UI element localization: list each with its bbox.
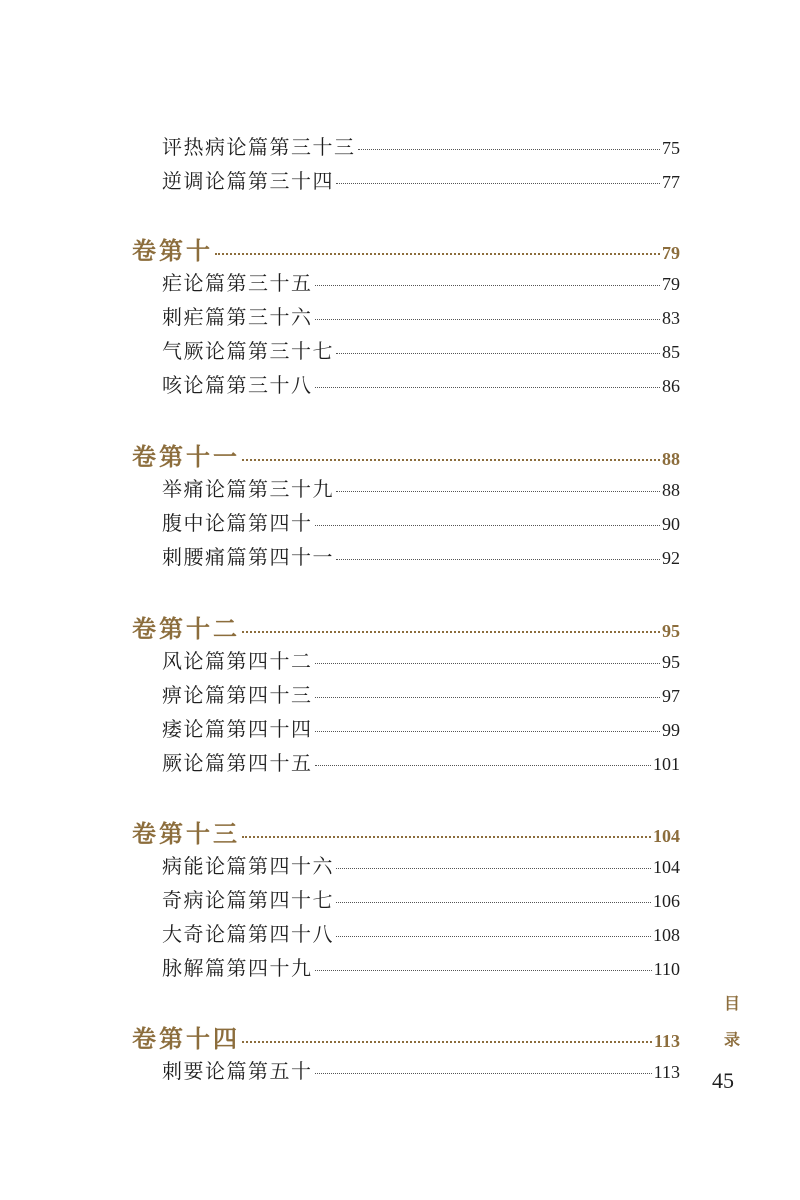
toc-entry-title: 疟论篇第三十五 — [162, 271, 313, 295]
dot-leader — [315, 970, 652, 971]
toc-entry-page: 106 — [653, 891, 680, 911]
toc-entry[interactable] — [162, 645, 680, 674]
toc-entry-page: 101 — [653, 754, 680, 774]
toc-entry[interactable] — [162, 267, 680, 296]
toc-entry-page: 97 — [662, 686, 680, 706]
toc-entry-title: 腹中论篇第四十 — [162, 511, 313, 535]
toc-entry[interactable] — [162, 131, 680, 160]
toc-entry-title: 大奇论篇第四十八 — [162, 922, 334, 946]
toc-entry[interactable] — [162, 713, 680, 742]
toc-entry-page: 99 — [662, 720, 680, 740]
dot-leader — [315, 731, 661, 732]
page-number: 45 — [712, 1068, 734, 1093]
toc-entry-title: 咳论篇第三十八 — [162, 373, 313, 397]
dot-leader — [336, 491, 660, 492]
dot-leader — [315, 697, 661, 698]
toc-entry[interactable] — [162, 1055, 680, 1084]
toc-chapter[interactable] — [132, 609, 680, 644]
toc-entry-title: 脉解篇第四十九 — [162, 956, 313, 980]
toc-entry-page: 85 — [662, 342, 680, 362]
dot-leader — [315, 765, 652, 766]
toc-chapter-title: 卷第十四 — [132, 1024, 240, 1053]
dot-leader — [242, 459, 660, 461]
toc-chapter[interactable] — [132, 231, 680, 266]
toc-chapter-title: 卷第十一 — [132, 442, 240, 471]
dot-leader — [336, 183, 660, 184]
toc-entry-title: 刺要论篇第五十 — [162, 1059, 313, 1083]
dot-leader — [315, 525, 661, 526]
toc-chapter[interactable] — [132, 1019, 680, 1054]
dot-leader — [315, 285, 661, 286]
side-label-mu: 目 — [724, 994, 741, 1013]
toc-entry-page: 83 — [662, 308, 680, 328]
toc-entry-page: 95 — [662, 652, 680, 672]
toc-entry[interactable] — [162, 473, 680, 502]
toc-entry-page: 108 — [653, 925, 680, 945]
toc-entry[interactable] — [162, 507, 680, 536]
toc-entry[interactable] — [162, 952, 680, 981]
toc-entry[interactable] — [162, 369, 680, 398]
toc-entry-page: 75 — [662, 138, 680, 158]
toc-chapter-title: 卷第十三 — [132, 819, 240, 848]
toc-entry-title: 逆调论篇第三十四 — [162, 169, 334, 193]
toc-chapter-title: 卷第十 — [132, 236, 213, 265]
toc-entry-title: 病能论篇第四十六 — [162, 854, 334, 878]
toc-entry-page: 110 — [653, 959, 680, 979]
toc-entry-title: 刺疟篇第三十六 — [162, 305, 313, 329]
toc-entry[interactable] — [162, 679, 680, 708]
toc-chapter-page: 95 — [662, 621, 680, 641]
toc-entry-page: 79 — [662, 274, 680, 294]
toc-entry-title: 奇病论篇第四十七 — [162, 888, 334, 912]
toc-chapter-title: 卷第十二 — [132, 614, 240, 643]
toc-entry-page: 77 — [662, 172, 680, 192]
side-label-lu: 录 — [724, 1030, 741, 1049]
toc-entry-page: 113 — [653, 1062, 680, 1082]
toc-entry-page: 90 — [662, 514, 680, 534]
dot-leader — [315, 663, 661, 664]
toc-entry-page: 88 — [662, 480, 680, 500]
toc-entry[interactable] — [162, 335, 680, 364]
toc-entry-page: 86 — [662, 376, 680, 396]
dot-leader — [336, 353, 660, 354]
dot-leader — [242, 836, 651, 838]
toc-entry-title: 厥论篇第四十五 — [162, 751, 313, 775]
dot-leader — [242, 631, 660, 633]
toc-chapter-page: 104 — [653, 826, 680, 846]
dot-leader — [336, 936, 651, 937]
toc-entry-page: 104 — [653, 857, 680, 877]
toc-entry[interactable] — [162, 301, 680, 330]
dot-leader — [242, 1041, 652, 1043]
dot-leader — [336, 868, 651, 869]
dot-leader — [358, 149, 661, 150]
toc-entry[interactable] — [162, 918, 680, 947]
toc-entry[interactable] — [162, 850, 680, 879]
toc-entry-page: 92 — [662, 548, 680, 568]
dot-leader — [336, 559, 660, 560]
toc-chapter-page: 79 — [662, 243, 680, 263]
toc-chapter-page: 88 — [662, 449, 680, 469]
toc-entry[interactable] — [162, 165, 680, 194]
toc-entry-title: 刺腰痛篇第四十一 — [162, 545, 334, 569]
toc-entry-title: 气厥论篇第三十七 — [162, 339, 334, 363]
dot-leader — [215, 253, 660, 255]
toc-entry[interactable] — [162, 884, 680, 913]
toc-entry-title: 评热病论篇第三十三 — [162, 135, 356, 159]
toc-chapter[interactable] — [132, 814, 680, 849]
dot-leader — [315, 319, 661, 320]
dot-leader — [336, 902, 651, 903]
toc-entry-title: 举痛论篇第三十九 — [162, 477, 334, 501]
toc-chapter-page: 113 — [653, 1031, 680, 1051]
dot-leader — [315, 1073, 652, 1074]
toc-entry[interactable] — [162, 747, 680, 776]
toc-entry-title: 痹论篇第四十三 — [162, 683, 313, 707]
dot-leader — [315, 387, 661, 388]
toc-chapter[interactable] — [132, 437, 680, 472]
toc-entry[interactable] — [162, 541, 680, 570]
toc-entry-title: 风论篇第四十二 — [162, 649, 313, 673]
toc-entry-title: 痿论篇第四十四 — [162, 717, 313, 741]
